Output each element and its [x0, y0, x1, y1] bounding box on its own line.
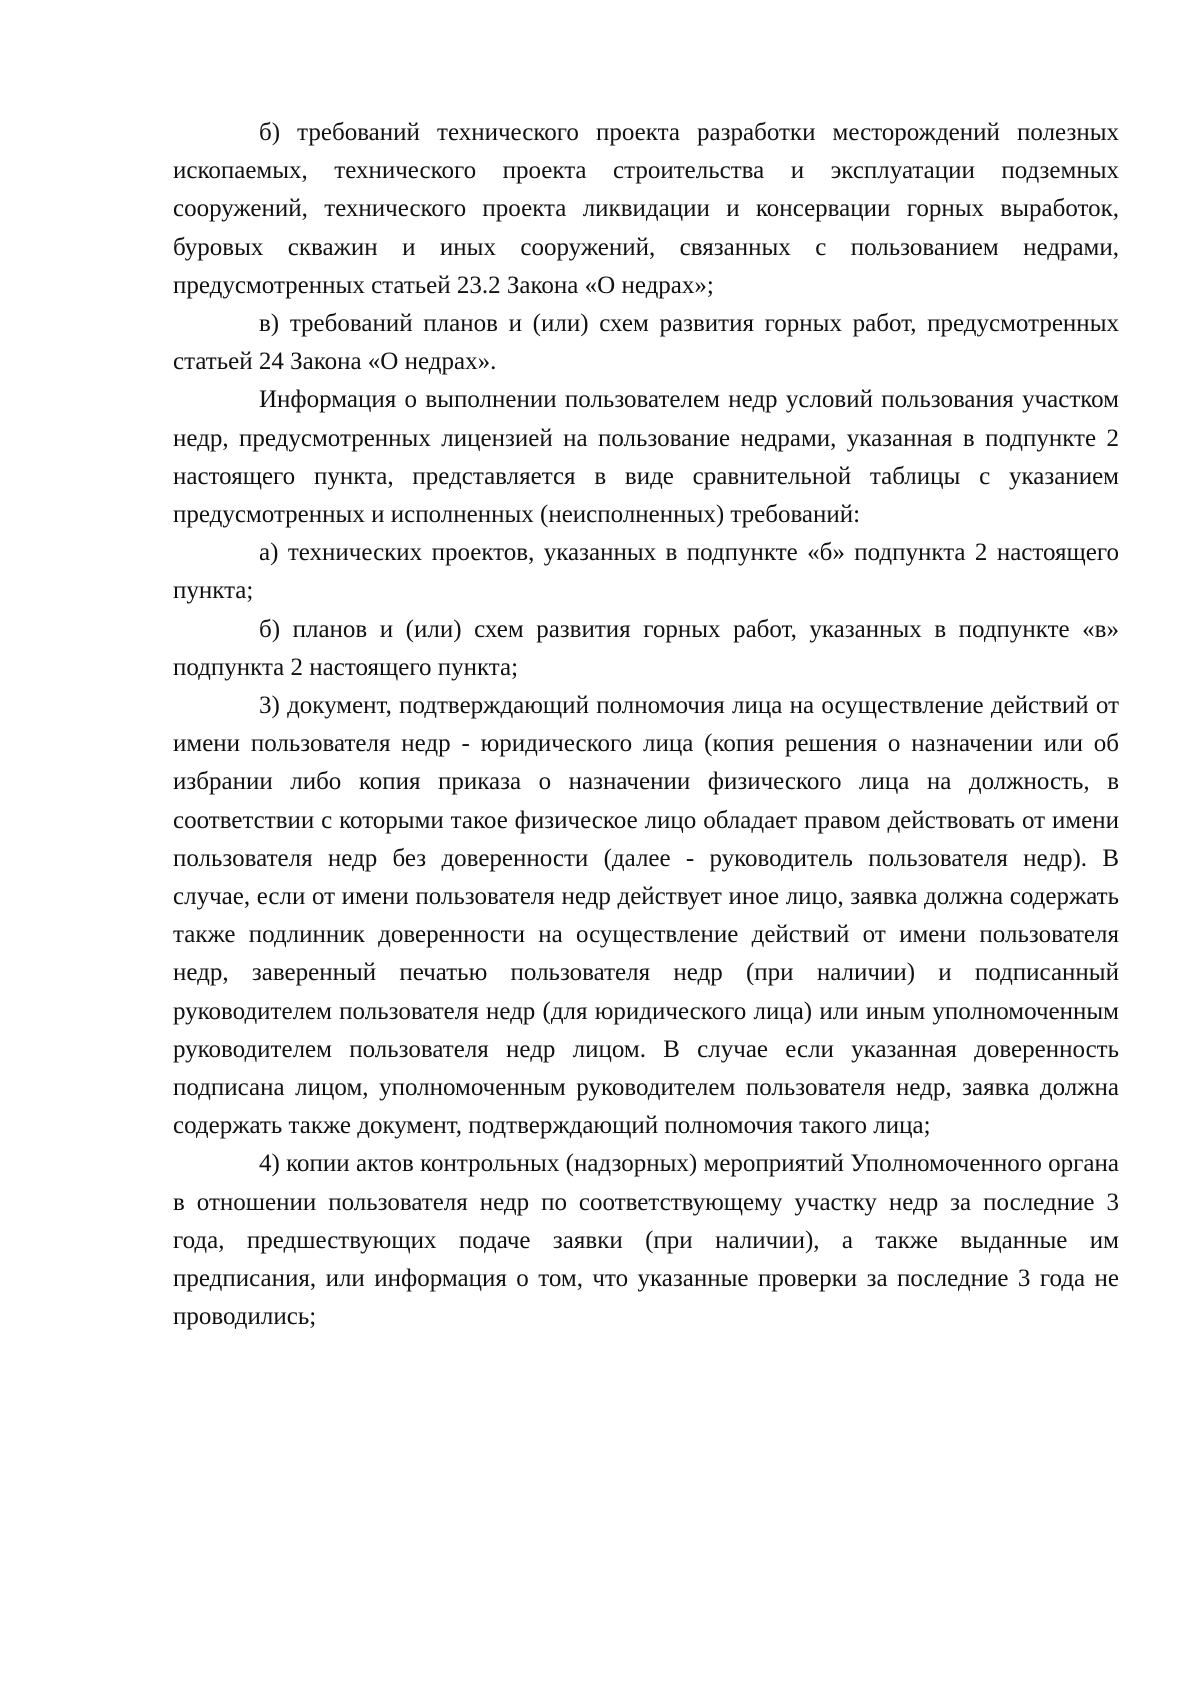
paragraph-license-conditions-info: Информация о выполнении пользователем недр условий пользования участком недр, предусмотренных лицензией на пользование недрами, указанная в подпункте 2 настоящего пункта, представляется в виде сравнительной таблицы с указанием предусмотренных и исполненных (неисполненных) требований:: [173, 386, 1119, 529]
paragraph-4-inspection-acts: 4) копии актов контрольных (надзорных) мероприятий Уполномоченного органа в отношении пользователя недр по соответствующему участку недр за последние 3 года, предшествующих подаче заявки (при наличии), а также выданные им предписания, или информация о том, что указанные проверки за последние 3 года не проводились;: [173, 1150, 1119, 1331]
paragraph-3-authority-document: 3) документ, подтверждающий полномочия лица на осуществление действий от имени пользователя недр - юридического лица (копия решения о назначении или об избрании либо копия приказа о назначении физического лица на должность, в соответствии с которыми такое физическое лицо обладает правом действовать от имени пользователя недр без доверенности (далее - руководитель пользователя недр). В случае, если от имени пользователя недр действует иное лицо, заявка должна содержать также подлинник доверенности на осуществление действий от имени пользователя недр, заверенный печатью пользователя недр (при наличии) и подписанный руководителем пользователя недр (для юридического лица) или иным уполномоченным руководителем пользователя недр лицом. В случае если указанная доверенность подписана лицом, уполномоченным руководителем пользователя недр, заявка должна содержать также документ, подтверждающий полномочия такого лица;: [173, 692, 1119, 1140]
paragraph-b-mining-plans: б) планов и (или) схем развития горных работ, указанных в подпункте «в» подпункта 2 настоящего пункта;: [173, 615, 1119, 681]
paragraph-v-mining-plans-requirements: в) требований планов и (или) схем развития горных работ, предусмотренных статьей 24 Закона «О недрах».: [173, 310, 1119, 376]
paragraph-b-technical-project-requirements: б) требований технического проекта разработки месторождений полезных ископаемых, технического проекта строительства и эксплуатации подземных сооружений, технического проекта ликвидации и консервации горных выработок, буровых скважин и иных сооружений, связанных с пользованием недрами, предусмотренных статьей 23.2 Закона «О недрах»;: [173, 119, 1119, 299]
document-body: [173, 114, 1119, 1337]
paragraph-a-technical-projects: а) технических проектов, указанных в подпункте «б» подпункта 2 настоящего пункта;: [173, 539, 1119, 605]
